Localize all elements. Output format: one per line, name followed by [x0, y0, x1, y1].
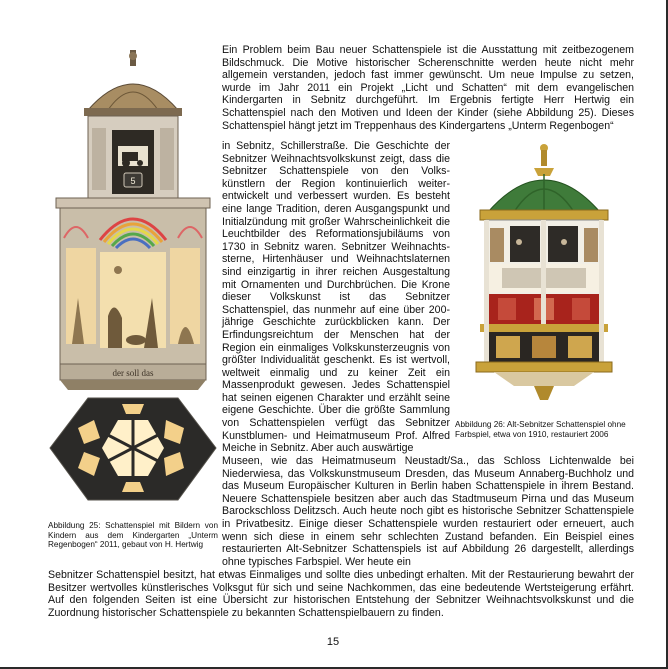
paragraph-bottom: Sebnitzer Schattenspiel besitzt, hat etwas Einmaliges und sollte dies unbedingt erhalten. Mit der Restaurierung bewahrt der Besitzer wertvolles künstlerisches Volksgut für sich und seine Nachkommen, das eine bedeutende Wertsteigerung erfährt. Auf den folgenden Seiten ist eine Übersicht zur historischen Entstehung der Sebnitzer Weihnachtsvolkskunst und die Zuordnung historischer Schattenspiele zu bekannten Schattenspielbauern zu finden. — [48, 569, 634, 619]
lantern-banner-text: der soll das — [112, 368, 154, 378]
lantern-clock-number: 5 — [130, 176, 136, 186]
figure-25-caption: Abbildung 25: Schattenspiel mit Bildern von Kindern aus dem Kindergarten „Unterm Regenbogen“ 2011, gebaut von H. Hertwig — [48, 521, 218, 550]
figure-25-lantern — [48, 48, 218, 518]
paragraph-middle: in Sebnitz, Schillerstraße. Die Geschichte der Sebnitzer Weihnachtsvolkskunst zeigt, dass die Sebnitzer Schattenspiele von den Volks-künstlern der Region kontinuierlich weiter-entwickelt und verbessert wurden. Es besteht eine lange Tradition, deren Ausgangspunkt und Initialzündung mit großer Wahrscheinlichkeit die Leuchtbilder des Reformationsjubiläums von 1730 in Sebnitz waren. Sebnitzer Weihnachts-sterne, Hirtenhäuser und Weihnachtslaternen sind einzigartig in ihrer reichen Ausgestaltung mit Ornamenten und Durchbrüchen. Die Krone dieser Volkskunst ist das Sebnitzer Schattenspiel, das nunmehr auf eine über 200-jährige Geschichte zurückblicken kann. Der Erfindungsreichtum der Menschen hat der Region ein einmaliges Volkskunsterzeugnis von größter Individualität geschenkt. Es ist wertvoll, weltweit einmalig und zu keiner Zeit ein Massenprodukt gewesen. Jedes Schattenspiel hat seinen eigenen Charakter und erzählt seine eigene Geschichte. Über die größte Sammlung von Schattenspielen verfügt das Sebnitzer Kunstblumen- und Heimatmuseum Prof. Alfred Meiche in Sebnitz. Aber auch auswärtige — [222, 140, 450, 455]
page-number: 15 — [326, 636, 340, 648]
paragraph-lower: Museen, wie das Heimatmuseum Neustadt/Sa., das Schloss Lichtenwalde bei Niederwiesa, das Volkskunstmuseum Dresden, das Museum Annaberg-Buchholz und das Museum Europäischer Kulturen in Berlin haben Schattenspiele in ihrem Bestand. Neuere Schattenspiele besitzen aber auch das Stadtmuseum Pirna und das Museum Barockschloss Delitzsch. Auch heute noch gibt es historische Sebnitzer Schattenspiele in Privatbesitz. Einige dieser Schattenspiele wurden restauriert oder erneuert, auch wenn sich diese in einem sehr schlechten Zustand befanden. Ein Beispiel eines restaurierten Alt-Sebnitzer Schattenspiels ist auf Abbildung 26 dargestellt, allerdings ohne typisches Farbspiel. Wer heute ein — [222, 455, 634, 568]
paragraph-top: Ein Problem beim Bau neuer Schattenspiele ist die Ausstattung mit zeitbezogenem Bildschmuck. Die Motive historischer Scherenschnitte werden heute nicht mehr allgemein verstanden, jedoch fast immer gewünscht. Um neue Impulse zu setzen, wurde im Jahr 2011 ein Projekt „Licht und Schatten“ mit dem evangelischen Kindergarten in Sebnitz durchgeführt. Im Ergebnis fertigte Herr Hertwig ein Schattenspiel nach den Motiven und Ideen der Kinder (siehe Abbildung 25). Dieses Schattenspiel hängt jetzt im Treppenhaus des Kindergartens „Unterm Regenbogen“ — [222, 44, 634, 132]
figure-26-caption: Abbildung 26: Alt-Sebnitzer Schattenspiel ohne Farbspiel, etwa von 1910, restauriert 2006 — [455, 420, 626, 439]
figure-26-shadow-play — [474, 138, 614, 410]
